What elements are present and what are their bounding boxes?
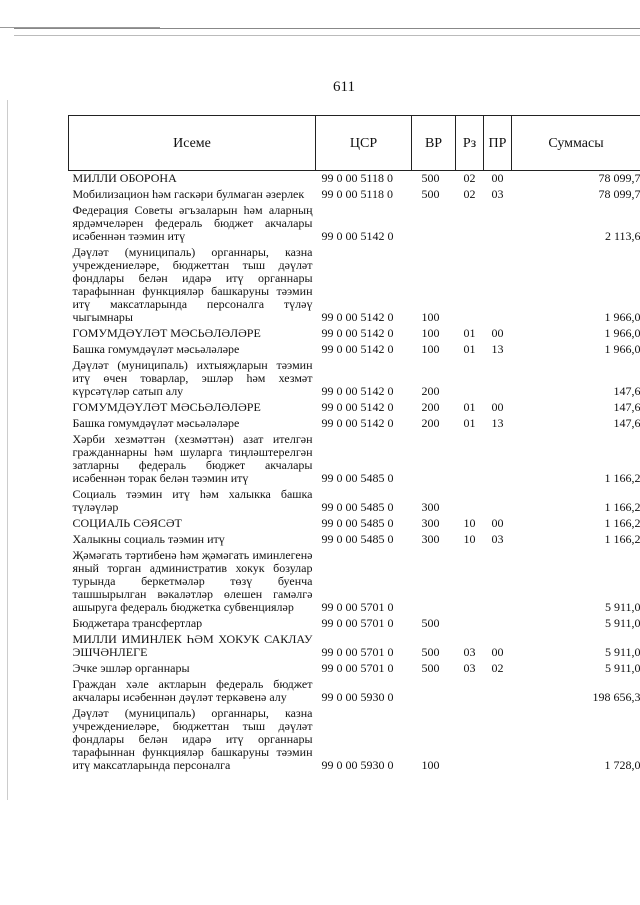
cell-vr: 500 — [421, 616, 440, 630]
cell-name: Башка гомумдәүләт мәсьәләләре — [72, 416, 240, 430]
cell-rz: 03 — [463, 661, 476, 675]
cell-sum: 78 099,7 — [598, 187, 640, 201]
cell-pr — [484, 203, 512, 245]
cell-name: ГОМУМДӘҮЛӘТ МӘСЬӘЛӘЛӘРЕ — [72, 400, 261, 414]
table-row — [69, 532, 640, 548]
page-number: 611 — [333, 79, 355, 95]
cell-pr — [484, 358, 512, 400]
cell-pr: 00 — [491, 326, 504, 340]
cell-name: МИЛЛИ ИМИНЛЕК ҺӘМ ХОКУК САКЛАУ ЭШЧӘНЛЕГЕ — [72, 632, 313, 659]
cell-csr: 99 0 00 5485 0 — [321, 516, 394, 530]
cell-sum: 1 966,0 — [604, 342, 640, 356]
cell-pr: 03 — [491, 532, 504, 546]
cell-pr — [484, 706, 512, 774]
table-row — [69, 342, 640, 358]
cell-name: Хәрби хезмәттән (хезмәттән) азат ителгән гражданнарны һәм шуларга тиңләштерелгән затларны федераль бюджет акчалары исәбеннән торак белән тәэмин итү — [72, 432, 313, 485]
table-row — [69, 326, 640, 342]
cell-vr: 100 — [421, 326, 440, 340]
cell-pr — [484, 245, 512, 326]
scan-header-line — [14, 28, 640, 36]
table-row — [69, 548, 640, 616]
cell-name: СОЦИАЛЬ СӘЯСӘТ — [72, 516, 182, 530]
header-pr: ПР — [484, 116, 512, 171]
cell-pr: 00 — [491, 516, 504, 530]
table-row — [69, 632, 640, 661]
cell-sum: 1 728,0 — [604, 758, 640, 772]
cell-csr: 99 0 00 5142 0 — [321, 400, 394, 414]
cell-pr: 13 — [491, 416, 504, 430]
cell-name: Дәүләт (муниципаль) ихтыяҗларын тәэмин итү өчен товарлар, эшләр һәм хезмәт күрсәтүләр сатып алу — [72, 358, 313, 398]
cell-vr: 500 — [421, 661, 440, 675]
cell-sum: 5 911,0 — [604, 600, 640, 614]
table-row — [69, 245, 640, 326]
table-row — [69, 432, 640, 487]
cell-name: Бюджетара трансфертлар — [72, 616, 203, 630]
cell-csr: 99 0 00 5118 0 — [321, 187, 394, 201]
cell-name: Җәмәгать тәртибенә һәм җәмәгать иминлегенә яный торган административ хокук бозулар турында беркетмәләр төзү буенча ташшырылган вәкаләтләр өлешен гамәлгә ашыруга федераль бюджетка субвенцияләр — [72, 548, 313, 614]
header-rz: Рз — [456, 116, 484, 171]
cell-sum: 147,6 — [613, 416, 640, 430]
cell-sum: 1 166,2 — [604, 516, 640, 530]
cell-rz — [456, 706, 484, 774]
cell-vr: 100 — [421, 758, 440, 772]
cell-rz: 01 — [463, 416, 476, 430]
cell-vr: 500 — [412, 171, 456, 188]
cell-rz — [456, 548, 484, 616]
cell-vr: 200 — [421, 400, 440, 414]
scan-margin-line — [7, 100, 8, 800]
cell-sum: 147,6 — [613, 400, 640, 414]
cell-vr: 200 — [421, 416, 440, 430]
cell-sum: 5 911,0 — [604, 616, 640, 630]
cell-sum: 1 966,0 — [604, 310, 640, 324]
cell-name: Дәүләт (муниципаль) органнары, казна учреждениеләре, бюджеттан тыш дәүләт фондлары белән идарә итү органнары тарафыннан функцияләр башкаруны тәэмин итү максатларында персоналга — [72, 706, 313, 772]
cell-vr: 500 — [421, 187, 440, 201]
cell-sum: 5 911,0 — [604, 661, 640, 675]
cell-sum: 2 113,6 — [604, 229, 640, 243]
cell-rz: 10 — [463, 532, 476, 546]
cell-sum: 147,6 — [613, 384, 640, 398]
cell-csr: 99 0 00 5142 0 — [321, 326, 394, 340]
cell-sum: 1 166,2 — [604, 500, 640, 514]
table-row — [69, 171, 640, 188]
cell-pr — [484, 616, 512, 632]
cell-name: Социаль тәэмин итү һәм халыкка башка түләүләр — [72, 487, 313, 514]
header-vr: ВР — [412, 116, 456, 171]
cell-pr — [484, 548, 512, 616]
cell-name: Халыкны социаль тәэмин итү — [72, 532, 225, 546]
cell-csr: 99 0 00 5485 0 — [321, 532, 394, 546]
cell-csr: 99 0 00 5930 0 — [321, 690, 394, 704]
table-body — [69, 171, 640, 775]
cell-csr: 99 0 00 5485 0 — [321, 500, 394, 514]
cell-name: Федерация Советы әгъзаларын һәм аларның ярдәмчеләрен федераль бюджет акчалары исәбеннән тәэмин итү — [72, 203, 313, 243]
cell-rz: 02 — [463, 187, 476, 201]
cell-name: Эчке эшләр органнары — [72, 661, 190, 675]
cell-sum: 5 911,0 — [604, 645, 640, 659]
cell-name: Мобилизацион һәм гаскәри булмаган әзерлек — [72, 187, 305, 201]
cell-name: МИЛЛИ ОБОРОНА — [69, 171, 316, 188]
table-row — [69, 616, 640, 632]
cell-vr: 300 — [421, 500, 440, 514]
cell-vr: 100 — [421, 342, 440, 356]
cell-pr — [484, 677, 512, 706]
cell-rz: 02 — [456, 171, 484, 188]
cell-sum: 78 099,7 — [512, 171, 640, 188]
cell-csr: 99 0 00 5701 0 — [321, 600, 394, 614]
cell-name: Башка гомумдәүләт мәсьәләләре — [72, 342, 240, 356]
cell-rz — [456, 616, 484, 632]
table-row — [69, 400, 640, 416]
table-row — [69, 358, 640, 400]
cell-pr: 00 — [484, 171, 512, 188]
cell-sum: 1 966,0 — [604, 326, 640, 340]
cell-csr: 99 0 00 5118 0 — [316, 171, 412, 188]
header-sum: Суммасы — [512, 116, 640, 171]
cell-rz — [456, 358, 484, 400]
budget-table — [68, 115, 640, 774]
cell-pr: 13 — [491, 342, 504, 356]
cell-csr: 99 0 00 5142 0 — [321, 229, 394, 243]
cell-pr: 00 — [491, 645, 504, 659]
table-row — [69, 516, 640, 532]
cell-csr: 99 0 00 5485 0 — [321, 471, 394, 485]
cell-csr: 99 0 00 5930 0 — [321, 758, 394, 772]
cell-vr: 500 — [421, 645, 440, 659]
cell-pr: 03 — [491, 187, 504, 201]
table-row — [69, 487, 640, 516]
table-header-row — [69, 116, 640, 171]
cell-rz — [456, 487, 484, 516]
table-row — [69, 203, 640, 245]
cell-rz — [456, 203, 484, 245]
cell-rz: 01 — [463, 400, 476, 414]
cell-vr: 300 — [421, 532, 440, 546]
cell-name: Дәүләт (муниципаль) органнары, казна учреждениеләре, бюджеттан тыш дәүләт фондлары белән идарә итү органнары тарафыннан функцияләр башкаруны тәэмин итү максатларында персоналга түләү чыгымнары — [72, 245, 313, 324]
cell-vr — [412, 432, 456, 487]
cell-rz — [456, 677, 484, 706]
cell-rz: 01 — [463, 342, 476, 356]
cell-vr — [412, 677, 456, 706]
table-row — [69, 416, 640, 432]
cell-csr: 99 0 00 5142 0 — [321, 384, 394, 398]
cell-csr: 99 0 00 5701 0 — [321, 645, 394, 659]
cell-rz — [456, 432, 484, 487]
header-csr: ЦСР — [316, 116, 412, 171]
cell-csr: 99 0 00 5142 0 — [321, 310, 394, 324]
cell-csr: 99 0 00 5142 0 — [321, 342, 394, 356]
cell-vr — [412, 203, 456, 245]
cell-csr: 99 0 00 5701 0 — [321, 661, 394, 675]
cell-sum: 1 166,2 — [604, 471, 640, 485]
cell-rz: 01 — [463, 326, 476, 340]
cell-csr: 99 0 00 5701 0 — [321, 616, 394, 630]
cell-vr: 300 — [421, 516, 440, 530]
table-row — [69, 661, 640, 677]
table-row — [69, 677, 640, 706]
cell-pr: 00 — [491, 400, 504, 414]
cell-pr — [484, 432, 512, 487]
header-name: Исеме — [69, 116, 316, 171]
cell-rz — [456, 245, 484, 326]
cell-sum: 198 656,3 — [592, 690, 640, 704]
cell-rz: 10 — [463, 516, 476, 530]
cell-name: Граждан хәле актларын федераль бюджет акчалары исәбеннән дәүләт теркәвенә алу — [72, 677, 313, 704]
table-row — [69, 187, 640, 203]
cell-vr — [412, 548, 456, 616]
cell-vr: 200 — [421, 384, 440, 398]
cell-pr — [484, 487, 512, 516]
cell-name: ГОМУМДӘҮЛӘТ МӘСЬӘЛӘЛӘРЕ — [72, 326, 261, 340]
cell-rz: 03 — [463, 645, 476, 659]
cell-csr: 99 0 00 5142 0 — [321, 416, 394, 430]
cell-vr: 100 — [421, 310, 440, 324]
cell-sum: 1 166,2 — [604, 532, 640, 546]
cell-pr: 02 — [491, 661, 504, 675]
table-row — [69, 706, 640, 774]
